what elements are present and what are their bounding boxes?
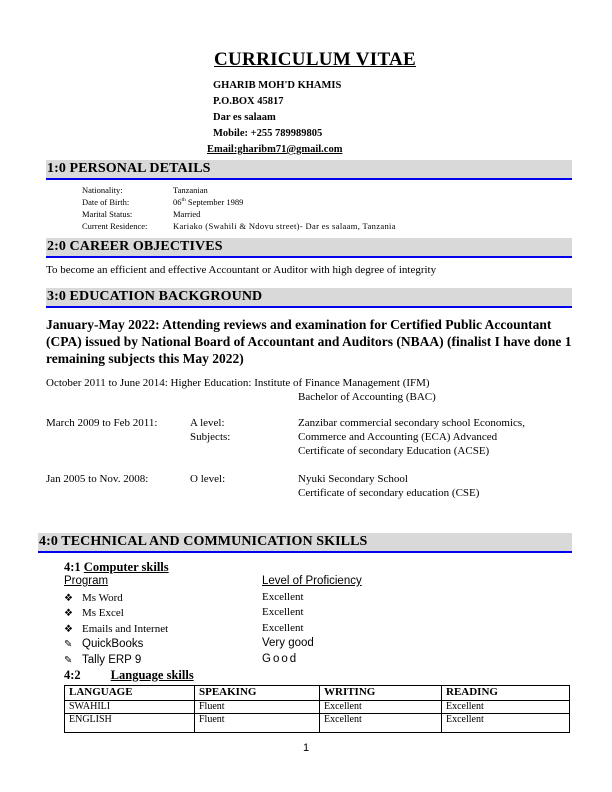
proficiency-level: Good: [262, 653, 299, 665]
residence-value: Kariako (Swahili & Ndovu street)- Dar es salaam, Tanzania: [173, 221, 396, 231]
email-link[interactable]: Email:gharibm71@gmail.com: [207, 144, 343, 155]
proficiency-column-header: Level of Proficiency: [262, 575, 362, 587]
diamond-bullet-icon: ❖: [64, 624, 73, 635]
subsection-title: Language skills: [110, 668, 194, 682]
column-header-speaking: SPEAKING: [195, 686, 320, 701]
dob-label: Date of Birth:: [82, 197, 130, 207]
po-box: P.O.BOX 45817: [213, 96, 284, 107]
higher-education-line: October 2011 to June 2014: Higher Education: Institute of Finance Management (IFM): [46, 377, 430, 389]
skill-item: [64, 606, 124, 621]
career-objective-text: To become an efficient and effective Accountant or Auditor with high degree of integrity: [46, 264, 437, 276]
reading-cell: Excellent: [442, 714, 570, 733]
page-number: 1: [303, 742, 310, 754]
section-title: 1:0 PERSONAL DETAILS: [47, 161, 211, 176]
proficiency-level: Very good: [262, 637, 314, 649]
a-level-detail-3: Certificate of secondary Education (ACSE): [298, 445, 490, 457]
pencil-bullet-icon: ✎: [64, 639, 73, 650]
program-name: Emails and Internet: [82, 623, 169, 635]
pencil-bullet-icon: ✎: [64, 655, 73, 666]
section-title: 4:0 TECHNICAL AND COMMUNICATION SKILLS: [39, 534, 368, 549]
document-title: CURRICULUM VITAE: [214, 49, 417, 70]
column-header-reading: READING: [442, 686, 570, 701]
skill-item: [64, 637, 143, 652]
section-title: 3:0 EDUCATION BACKGROUND: [47, 289, 263, 304]
residence-label: Current Residence:: [82, 221, 148, 231]
dob-month-year: September 1989: [185, 197, 244, 207]
proficiency-level: Excellent: [262, 591, 304, 603]
skill-item: [64, 622, 168, 637]
program-column-header: Program: [64, 575, 109, 587]
section-personal-details: [46, 160, 572, 180]
diamond-bullet-icon: ❖: [64, 593, 73, 604]
higher-education-degree: Bachelor of Accounting (BAC): [298, 391, 436, 403]
column-header-language: LANGUAGE: [65, 686, 195, 701]
o-level-period: Jan 2005 to Nov. 2008:: [46, 473, 149, 485]
subsection-number: 4:2: [64, 668, 81, 682]
program-name: Ms Excel: [82, 607, 124, 619]
program-name: Tally ERP 9: [82, 654, 142, 666]
language-cell: ENGLISH: [65, 714, 195, 733]
a-level-label: A level:: [190, 417, 225, 429]
subjects-label: Subjects:: [190, 431, 231, 443]
marital-status-value: Married: [173, 209, 201, 219]
table-row: [65, 714, 570, 733]
section-education-background: [46, 288, 572, 308]
program-name: QuickBooks: [82, 638, 144, 650]
marital-status-label: Marital Status:: [82, 209, 133, 219]
speaking-cell: Fluent: [195, 714, 320, 733]
proficiency-level: Excellent: [262, 606, 304, 618]
section-title: 2:0 CAREER OBJECTIVES: [47, 239, 223, 254]
city: Dar es salaam: [213, 112, 276, 123]
table-row: [65, 701, 570, 714]
dob-value: [173, 196, 243, 208]
subsection-title: Computer skills: [83, 560, 169, 574]
program-name: Ms Word: [82, 592, 123, 604]
o-level-label: O level:: [190, 473, 226, 485]
language-skills-table: [64, 685, 570, 733]
writing-cell: Excellent: [320, 714, 442, 733]
writing-cell: Excellent: [320, 701, 442, 714]
computer-skills-heading: [64, 560, 169, 575]
section-technical-communication-skills: [38, 533, 572, 553]
section-career-objectives: [46, 238, 572, 258]
a-level-detail-2: Commerce and Accounting (ECA) Advanced: [298, 431, 498, 443]
skill-item: [64, 653, 141, 668]
speaking-cell: Fluent: [195, 701, 320, 714]
o-level-school: Nyuki Secondary School: [298, 473, 408, 485]
skill-item: [64, 591, 123, 606]
proficiency-level: Excellent: [262, 622, 304, 634]
language-skills-heading: [64, 668, 194, 683]
dob-day: 06: [173, 197, 182, 207]
nationality-label: Nationality:: [82, 185, 123, 195]
cpa-highlight: January-May 2022: Attending reviews and examination for Certified Public Accountant (CPA) issued by National Board of Accountant and Auditors (NBAA) (finalist I have done 1 remaining subjects this May 2022): [46, 317, 572, 366]
candidate-name: GHARIB MOH'D KHAMIS: [213, 80, 342, 91]
table-header-row: [65, 686, 570, 701]
nationality-value: Tanzanian: [173, 185, 208, 195]
a-level-period: March 2009 to Feb 2011:: [46, 417, 158, 429]
dob-ordinal: th: [181, 197, 186, 203]
language-cell: SWAHILI: [65, 701, 195, 714]
column-header-writing: WRITING: [320, 686, 442, 701]
diamond-bullet-icon: ❖: [64, 608, 73, 619]
reading-cell: Excellent: [442, 701, 570, 714]
a-level-detail-1: Zanzibar commercial secondary school Economics,: [298, 417, 525, 429]
o-level-certificate: Certificate of secondary education (CSE): [298, 487, 480, 499]
mobile: Mobile: +255 789989805: [213, 128, 323, 139]
subsection-number: 4:1: [64, 560, 81, 574]
